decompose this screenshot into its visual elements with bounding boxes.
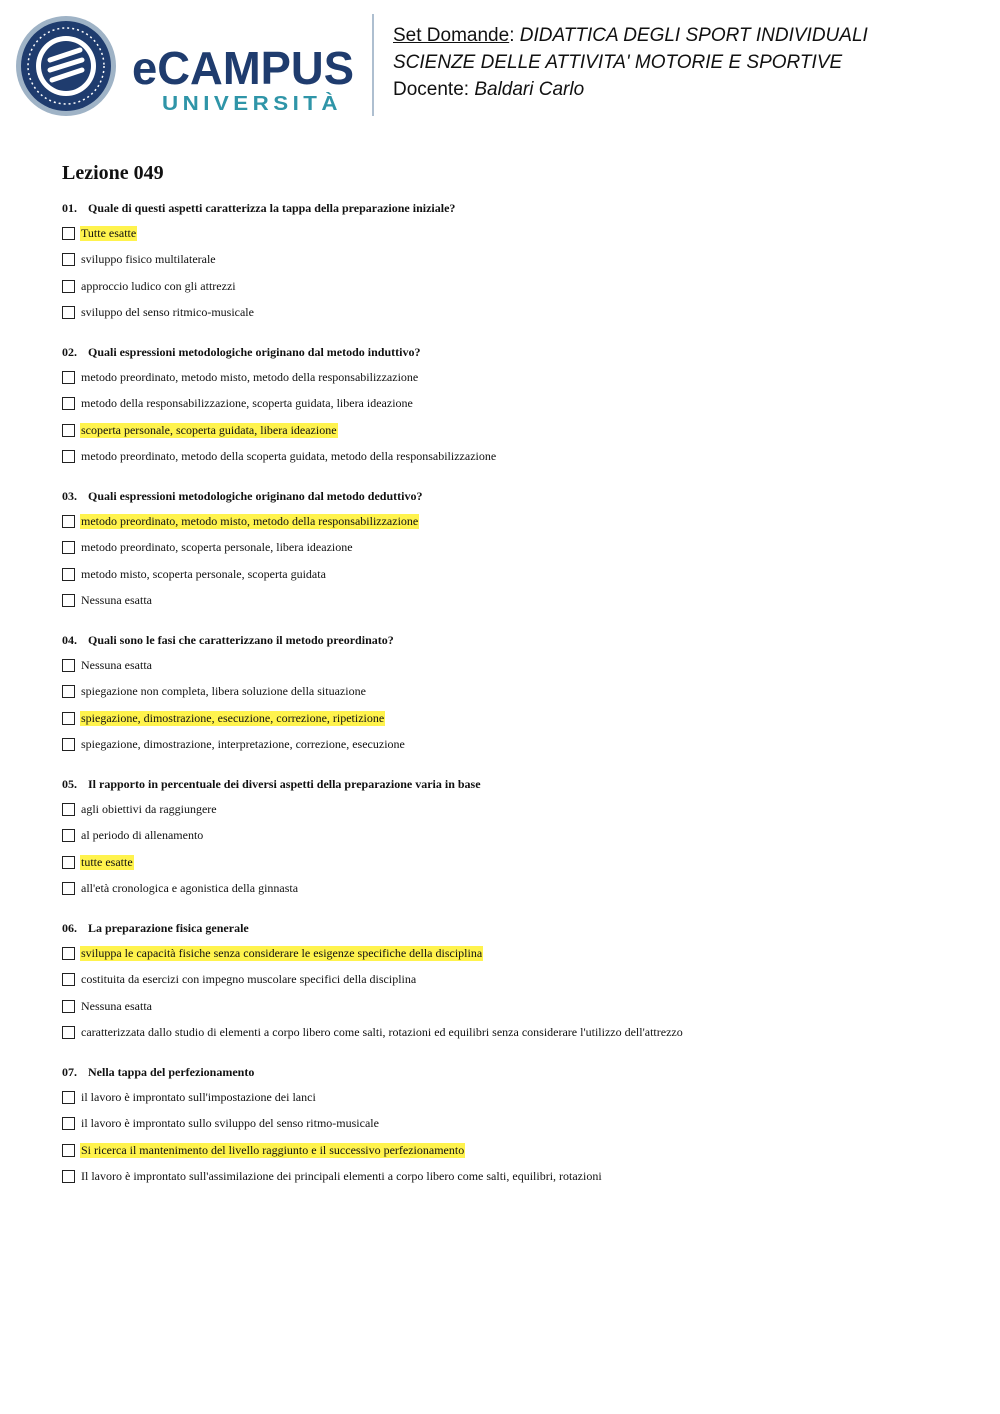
answer-option[interactable] bbox=[62, 444, 962, 471]
header-divider bbox=[372, 14, 374, 116]
answer-option[interactable] bbox=[62, 1084, 962, 1111]
answer-checkbox[interactable] bbox=[62, 541, 75, 554]
question-3 bbox=[62, 486, 962, 614]
answer-checkbox[interactable] bbox=[62, 280, 75, 293]
correct-answer-text: tutte esatte bbox=[81, 854, 133, 869]
question-label: Quale di questi aspetti caratterizza la tappa della preparazione iniziale? bbox=[88, 201, 456, 215]
question-label: La preparazione fisica generale bbox=[88, 921, 249, 935]
question-text bbox=[62, 198, 962, 220]
answer-option[interactable] bbox=[62, 1020, 962, 1047]
answer-text: il lavoro è improntato sullo sviluppo del senso ritmo-musicale bbox=[81, 1116, 379, 1131]
answer-option[interactable] bbox=[62, 993, 962, 1020]
teacher-label: Docente: bbox=[393, 79, 475, 100]
answer-checkbox[interactable] bbox=[62, 253, 75, 266]
question-7 bbox=[62, 1062, 962, 1190]
question-number: 02. bbox=[62, 345, 77, 359]
answer-checkbox[interactable] bbox=[62, 568, 75, 581]
correct-answer-text: spiegazione, dimostrazione, esecuzione, correzione, ripetizione bbox=[81, 710, 385, 725]
answer-checkbox[interactable] bbox=[62, 882, 75, 895]
answer-text: metodo preordinato, metodo della scoperta guidata, metodo della responsabilizzazione bbox=[81, 449, 497, 464]
program-name: SCIENZE DELLE ATTIVITA' MOTORIE E SPORTIVE bbox=[393, 52, 843, 73]
set-label: Set Domande bbox=[393, 25, 510, 46]
question-5 bbox=[62, 774, 962, 902]
answer-checkbox[interactable] bbox=[62, 659, 75, 672]
answer-option[interactable] bbox=[62, 247, 962, 274]
ecampus-logo bbox=[14, 14, 374, 118]
answer-option[interactable] bbox=[62, 273, 962, 300]
answer-checkbox[interactable] bbox=[62, 947, 75, 960]
answer-option[interactable] bbox=[62, 679, 962, 706]
answer-text: Nessuna esatta bbox=[81, 998, 152, 1013]
lesson-title: Lezione 049 bbox=[62, 162, 164, 184]
answer-option[interactable] bbox=[62, 535, 962, 562]
question-label: Il rapporto in percentuale dei diversi aspetti della preparazione varia in base bbox=[88, 777, 481, 791]
answer-text: costituita da esercizi con impegno muscolare specifici della disciplina bbox=[81, 972, 417, 987]
answer-text: al periodo di allenamento bbox=[81, 828, 204, 843]
answer-option[interactable] bbox=[62, 220, 962, 247]
answer-text: caratterizzata dallo studio di elementi a corpo libero come salti, rotazioni ed equilibri senza considerare l'utilizzo dell'attrezzo bbox=[81, 1025, 683, 1040]
answer-option[interactable] bbox=[62, 417, 962, 444]
answer-option[interactable] bbox=[62, 823, 962, 850]
answer-checkbox[interactable] bbox=[62, 450, 75, 463]
answer-text: Il lavoro è improntato sull'assimilazione dei principali elementi a corpo libero come salti, equilibri, rotazioni bbox=[81, 1169, 602, 1184]
answer-option[interactable] bbox=[62, 849, 962, 876]
answer-checkbox[interactable] bbox=[62, 803, 75, 816]
question-label: Quali espressioni metodologiche originano dal metodo induttivo? bbox=[88, 345, 421, 359]
question-text bbox=[62, 342, 962, 364]
answer-checkbox[interactable] bbox=[62, 1000, 75, 1013]
answer-text: sviluppo del senso ritmico-musicale bbox=[81, 305, 254, 320]
correct-answer-text: scoperta personale, scoperta guidata, libera ideazione bbox=[81, 422, 337, 437]
answer-checkbox[interactable] bbox=[62, 1117, 75, 1130]
question-1 bbox=[62, 198, 962, 326]
answer-checkbox[interactable] bbox=[62, 712, 75, 725]
answer-option[interactable] bbox=[62, 561, 962, 588]
answer-checkbox[interactable] bbox=[62, 594, 75, 607]
question-2 bbox=[62, 342, 962, 470]
answer-option[interactable] bbox=[62, 940, 962, 967]
answer-checkbox[interactable] bbox=[62, 515, 75, 528]
answer-text: metodo della responsabilizzazione, scoperta guidata, libera ideazione bbox=[81, 396, 413, 411]
answer-text: metodo misto, scoperta personale, scoperta guidata bbox=[81, 566, 326, 581]
logo-brand-text: eCAMPUS bbox=[132, 42, 354, 94]
question-number: 07. bbox=[62, 1065, 77, 1079]
answer-text: agli obiettivi da raggiungere bbox=[81, 801, 217, 816]
logo-sub-text: UNIVERSITÀ bbox=[162, 93, 324, 115]
answer-checkbox[interactable] bbox=[62, 829, 75, 842]
answer-text: spiegazione non completa, libera soluzione della situazione bbox=[81, 684, 366, 699]
question-number: 06. bbox=[62, 921, 77, 935]
answer-checkbox[interactable] bbox=[62, 973, 75, 986]
course-title-line bbox=[393, 22, 993, 49]
question-label: Quali sono le fasi che caratterizzano il metodo preordinato? bbox=[88, 633, 394, 647]
answer-checkbox[interactable] bbox=[62, 738, 75, 751]
answer-option[interactable] bbox=[62, 300, 962, 327]
question-6 bbox=[62, 918, 962, 1046]
teacher-name: Baldari Carlo bbox=[474, 79, 585, 100]
answer-option[interactable] bbox=[62, 588, 962, 615]
answer-option[interactable] bbox=[62, 652, 962, 679]
page-header bbox=[0, 0, 1000, 130]
question-text bbox=[62, 774, 962, 796]
answer-option[interactable] bbox=[62, 1164, 962, 1191]
question-number: 01. bbox=[62, 201, 77, 215]
answer-option[interactable] bbox=[62, 1111, 962, 1138]
teacher-line bbox=[393, 76, 993, 103]
answer-text: approccio ludico con gli attrezzi bbox=[81, 278, 236, 293]
answer-checkbox[interactable] bbox=[62, 1091, 75, 1104]
answer-checkbox[interactable] bbox=[62, 1144, 75, 1157]
answer-option[interactable] bbox=[62, 391, 962, 418]
question-number: 03. bbox=[62, 489, 77, 503]
answer-text: spiegazione, dimostrazione, interpretazione, correzione, esecuzione bbox=[81, 737, 405, 752]
answer-text: metodo preordinato, metodo misto, metodo della responsabilizzazione bbox=[81, 369, 419, 384]
course-title: DIDATTICA DEGLI SPORT INDIVIDUALI bbox=[519, 25, 868, 46]
answer-checkbox[interactable] bbox=[62, 1026, 75, 1039]
question-list bbox=[62, 198, 962, 1190]
question-number: 05. bbox=[62, 777, 77, 791]
set-separator: : bbox=[509, 25, 520, 46]
answer-option[interactable] bbox=[62, 967, 962, 994]
correct-answer-text: Tutte esatte bbox=[81, 225, 137, 240]
answer-text: Nessuna esatta bbox=[81, 657, 152, 672]
question-set bbox=[62, 158, 962, 1206]
question-label: Nella tappa del perfezionamento bbox=[88, 1065, 255, 1079]
course-info bbox=[393, 22, 993, 103]
question-text bbox=[62, 486, 962, 508]
answer-option[interactable] bbox=[62, 796, 962, 823]
correct-answer-text: Si ricerca il mantenimento del livello raggiunto e il successivo perfezionamento bbox=[81, 1142, 465, 1157]
correct-answer-text: metodo preordinato, metodo misto, metodo della responsabilizzazione bbox=[81, 513, 419, 528]
answer-text: Nessuna esatta bbox=[81, 593, 152, 608]
answer-checkbox[interactable] bbox=[62, 227, 75, 240]
answer-checkbox[interactable] bbox=[62, 685, 75, 698]
answer-text: all'età cronologica e agonistica della ginnasta bbox=[81, 881, 299, 896]
answer-checkbox[interactable] bbox=[62, 1170, 75, 1183]
ecampus-seal-icon bbox=[16, 16, 116, 116]
question-4 bbox=[62, 630, 962, 758]
answer-option[interactable] bbox=[62, 508, 962, 535]
answer-option[interactable] bbox=[62, 705, 962, 732]
answer-option[interactable] bbox=[62, 1137, 962, 1164]
answer-checkbox[interactable] bbox=[62, 371, 75, 384]
question-text bbox=[62, 1062, 962, 1084]
answer-text: il lavoro è improntato sull'impostazione dei lanci bbox=[81, 1089, 316, 1104]
answer-checkbox[interactable] bbox=[62, 306, 75, 319]
answer-checkbox[interactable] bbox=[62, 424, 75, 437]
answer-checkbox[interactable] bbox=[62, 397, 75, 410]
answer-option[interactable] bbox=[62, 732, 962, 759]
answer-option[interactable] bbox=[62, 876, 962, 903]
answer-text: metodo preordinato, scoperta personale, libera ideazione bbox=[81, 540, 353, 555]
question-number: 04. bbox=[62, 633, 77, 647]
correct-answer-text: sviluppa le capacità fisiche senza considerare le esigenze specifiche della disciplina bbox=[81, 945, 483, 960]
question-label: Quali espressioni metodologiche originano dal metodo deduttivo? bbox=[88, 489, 423, 503]
question-text bbox=[62, 918, 962, 940]
question-text bbox=[62, 630, 962, 652]
answer-checkbox[interactable] bbox=[62, 856, 75, 869]
answer-option[interactable] bbox=[62, 364, 962, 391]
answer-text: sviluppo fisico multilaterale bbox=[81, 252, 216, 267]
